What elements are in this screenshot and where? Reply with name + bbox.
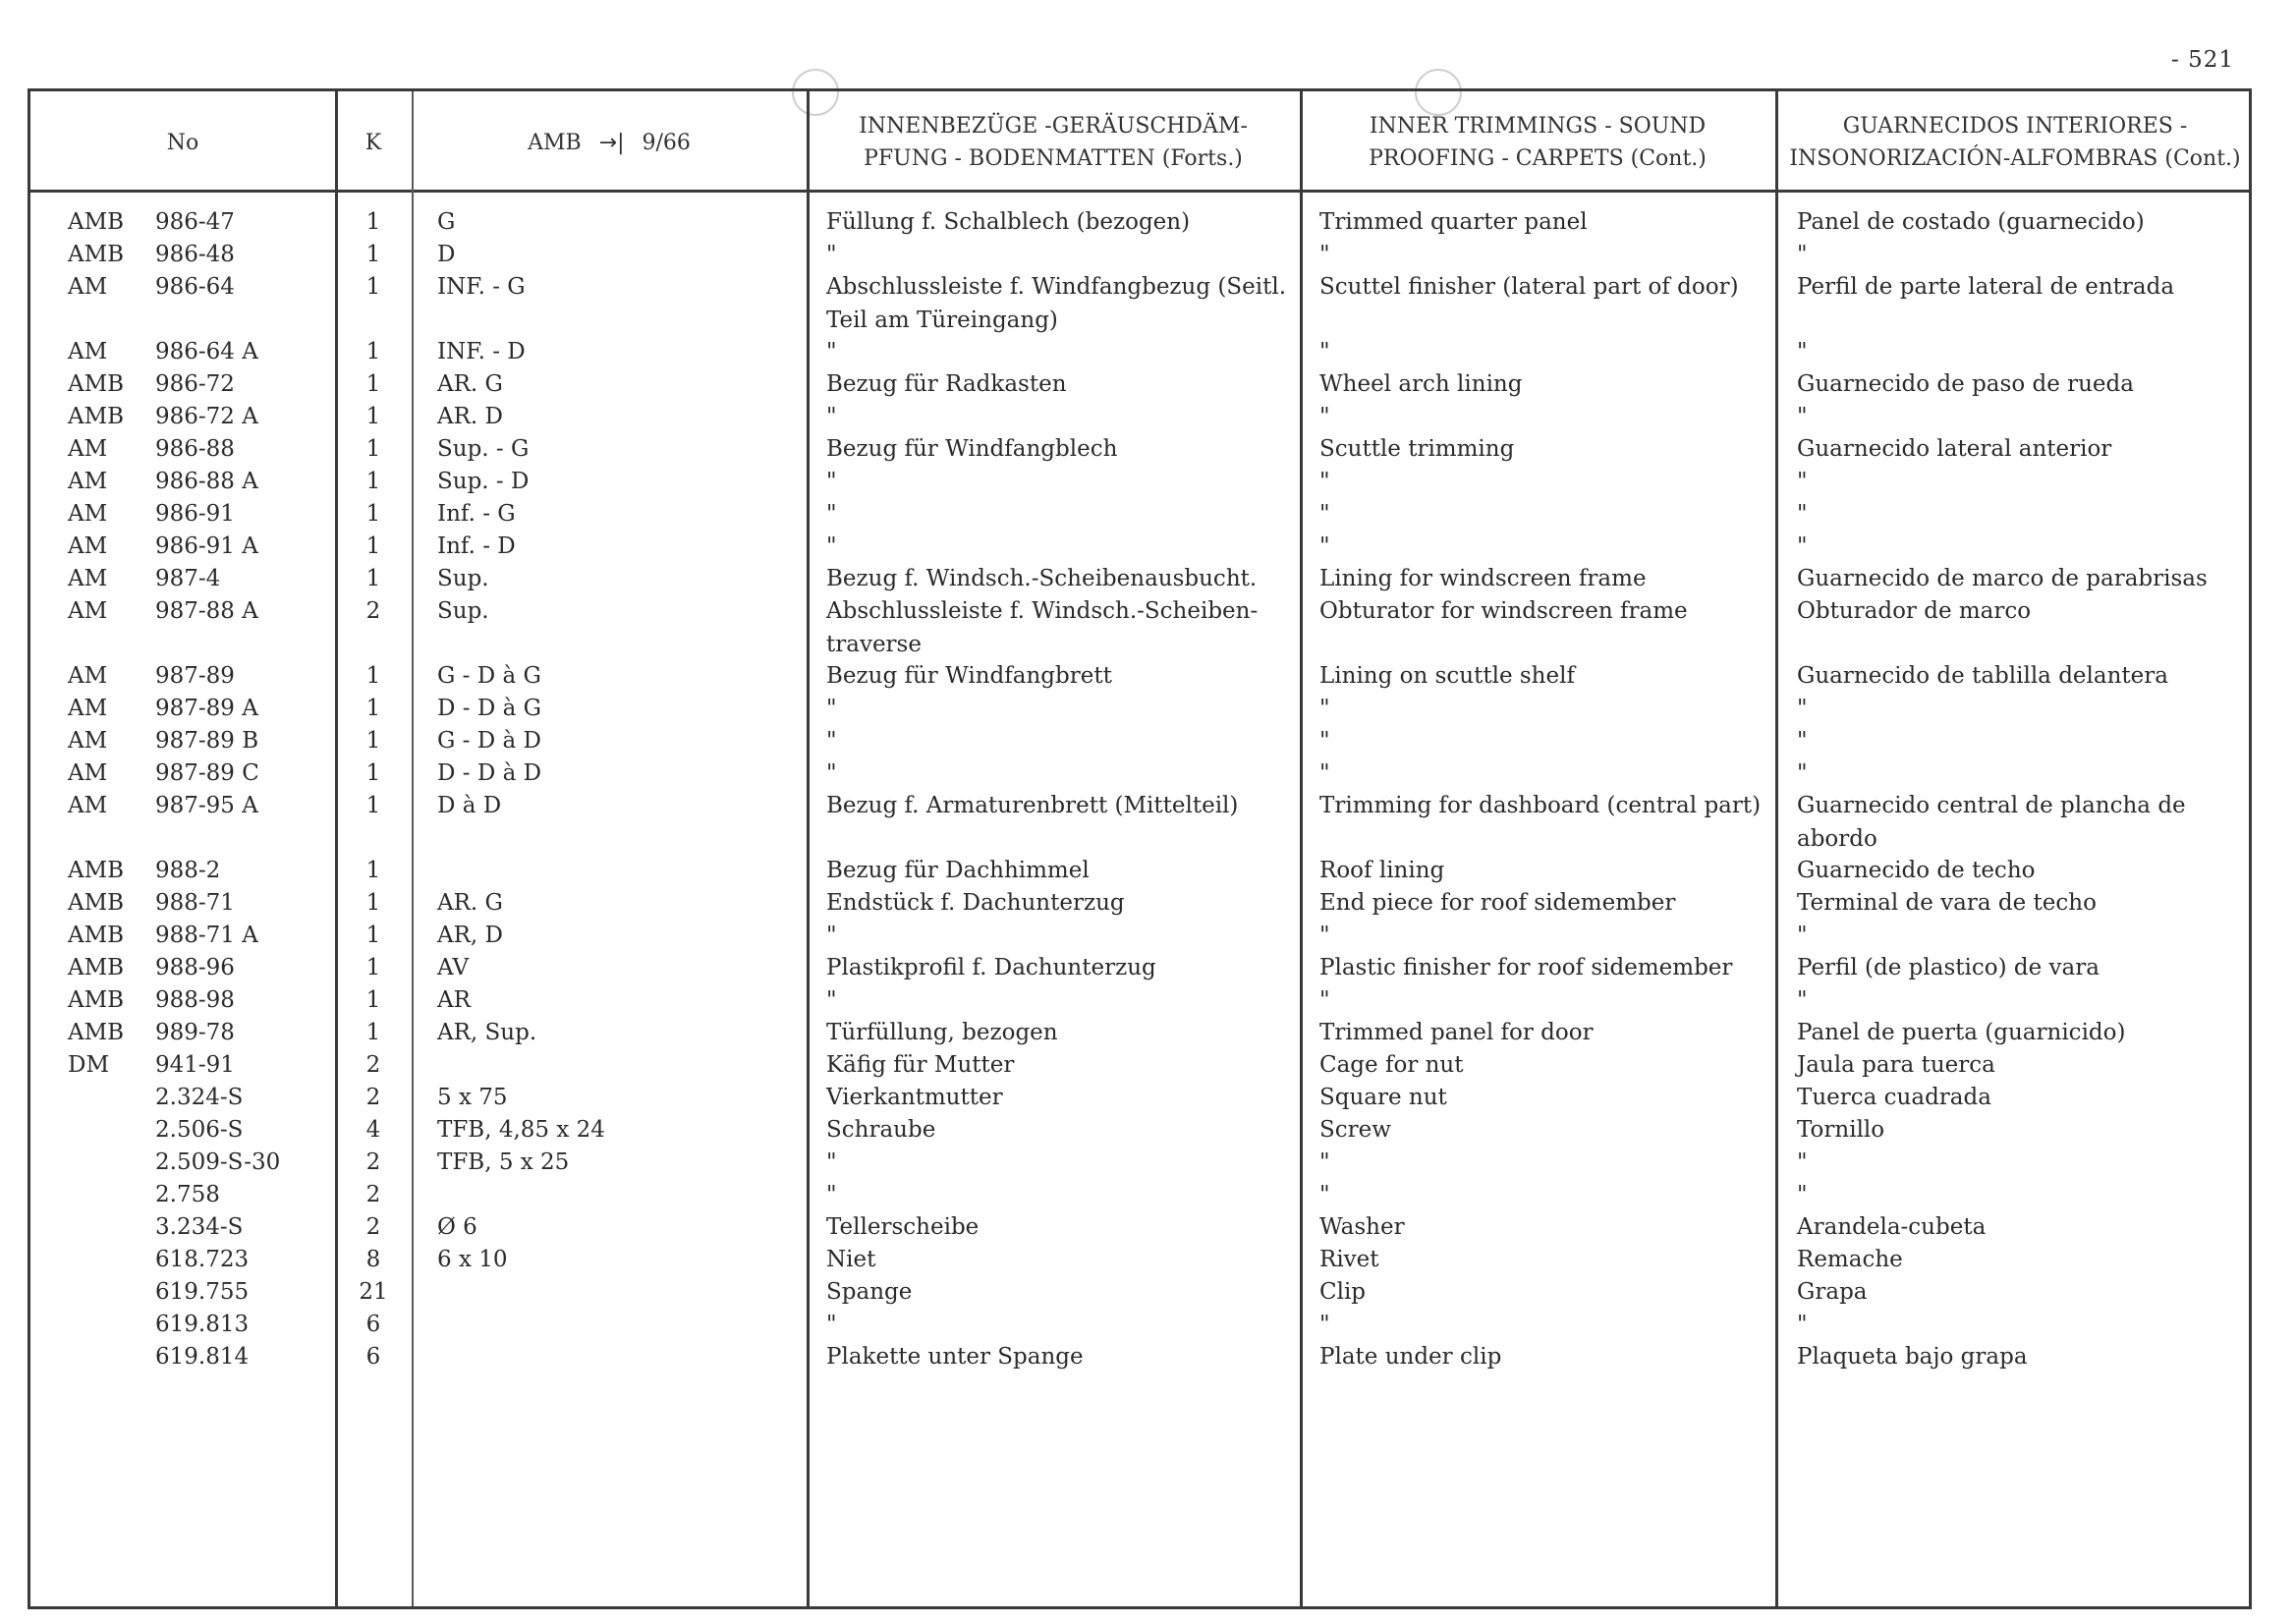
quantity: 1	[365, 566, 381, 591]
description-spanish: Remache	[1797, 1247, 1903, 1272]
table-row	[30, 335, 2249, 367]
table-row	[30, 594, 2249, 659]
quantity: 1	[365, 371, 381, 397]
part-prefix: DM	[68, 1052, 109, 1078]
parts-rows	[30, 205, 2249, 1372]
description-english: Scuttle trimming	[1319, 436, 1515, 462]
amb-spec: D	[437, 242, 456, 267]
amb-spec: TFB, 4,85 x 24	[437, 1117, 605, 1143]
part-prefix: AMB	[68, 242, 125, 267]
description-spanish: Perfil de parte lateral de entrada	[1797, 274, 2175, 300]
amb-spec: AR, D	[437, 923, 503, 948]
description-spanish: "	[1797, 242, 1808, 267]
description-spanish: "	[1797, 469, 1808, 494]
table-row	[30, 270, 2249, 335]
part-number: 987-95 A	[155, 793, 258, 818]
description-english: Rivet	[1319, 1247, 1379, 1272]
description-english: "	[1319, 728, 1330, 754]
part-number: 986-47	[155, 209, 235, 235]
description-german: "	[826, 987, 837, 1013]
description-english: "	[1319, 1182, 1330, 1207]
amb-spec: G - D à G	[437, 663, 541, 689]
description-spanish: "	[1797, 760, 1808, 786]
description-english: "	[1319, 923, 1330, 948]
description-english: "	[1319, 533, 1330, 559]
quantity: 6	[365, 1312, 381, 1337]
part-prefix: AM	[68, 274, 108, 300]
table-row	[30, 1340, 2249, 1372]
description-english: Scuttel finisher (lateral part of door)	[1319, 274, 1739, 300]
part-number: 619.814	[155, 1344, 250, 1370]
description-german: "	[826, 404, 837, 429]
part-number: 987-88 A	[155, 598, 258, 624]
part-prefix: AM	[68, 760, 108, 786]
description-spanish: Panel de costado (guarnecido)	[1797, 209, 2145, 235]
quantity: 1	[365, 1020, 381, 1045]
amb-spec: Inf. - G	[437, 501, 516, 527]
description-german: "	[826, 501, 837, 527]
description-english: "	[1319, 242, 1330, 267]
quantity: 2	[365, 1052, 381, 1078]
part-number: 986-64 A	[155, 339, 258, 364]
amb-spec: AR. G	[437, 371, 503, 397]
quantity: 8	[365, 1247, 381, 1272]
part-number: 987-89	[155, 663, 235, 689]
part-number: 2.506-S	[155, 1117, 244, 1143]
header-k: K	[364, 130, 382, 155]
part-prefix: AM	[68, 501, 108, 527]
table-row	[30, 692, 2249, 724]
table-row	[30, 919, 2249, 951]
description-spanish: Panel de puerta (guarnicido)	[1797, 1020, 2126, 1045]
table-row	[30, 1113, 2249, 1146]
part-number: 986-48	[155, 242, 235, 267]
description-english: "	[1319, 1312, 1330, 1337]
amb-spec: G - D à D	[437, 728, 541, 754]
table-row	[30, 497, 2249, 530]
part-prefix: AMB	[68, 987, 125, 1013]
part-number: 986-72 A	[155, 404, 258, 429]
parts-table	[28, 88, 2252, 1609]
description-english: "	[1319, 469, 1330, 494]
description-english: Roof lining	[1319, 858, 1445, 883]
part-number: 2.758	[155, 1182, 220, 1207]
description-spanish: "	[1797, 501, 1808, 527]
part-prefix: AMB	[68, 209, 125, 235]
quantity: 1	[365, 533, 381, 559]
description-spanish: Tornillo	[1797, 1117, 1885, 1143]
description-german: Bezug für Windfangbrett	[826, 663, 1112, 689]
quantity: 1	[365, 987, 381, 1013]
description-english: Trimming for dashboard (central part)	[1319, 793, 1762, 818]
description-spanish: Guarnecido de paso de rueda	[1797, 371, 2134, 397]
description-german: "	[826, 696, 837, 721]
table-row	[30, 1308, 2249, 1340]
table-row	[30, 1210, 2249, 1243]
part-prefix: AMB	[68, 923, 125, 948]
description-spanish: Guarnecido de techo	[1797, 858, 2036, 883]
description-english: Clip	[1319, 1279, 1367, 1305]
amb-spec: Inf. - D	[437, 533, 516, 559]
part-number: 3.234-S	[155, 1214, 244, 1240]
part-prefix: AM	[68, 696, 108, 721]
amb-spec: AR, Sup.	[437, 1020, 537, 1045]
description-german: Käfig für Mutter	[826, 1052, 1015, 1078]
description-spanish: Tuerca cuadrada	[1797, 1085, 1991, 1110]
description-german: Abschlussleiste f. Windfangbezug (Seitl. Teil am Türeingang)	[826, 274, 1287, 333]
table-row	[30, 756, 2249, 789]
table-row	[30, 1081, 2249, 1113]
quantity: 2	[365, 1214, 381, 1240]
description-german: "	[826, 1149, 837, 1175]
description-spanish: "	[1797, 1149, 1808, 1175]
description-spanish: Guarnecido de marco de parabrisas	[1797, 566, 2208, 591]
part-prefix: AM	[68, 598, 108, 624]
quantity: 1	[365, 469, 381, 494]
table-row	[30, 724, 2249, 756]
part-number: 987-4	[155, 566, 221, 591]
part-number: 986-91	[155, 501, 235, 527]
description-german: Vierkantmutter	[826, 1085, 1003, 1110]
description-german: Niet	[826, 1247, 876, 1272]
description-german: Bezug für Windfangblech	[826, 436, 1118, 462]
part-number: 986-88 A	[155, 469, 258, 494]
description-spanish: Terminal de vara de techo	[1797, 890, 2097, 916]
quantity: 1	[365, 955, 381, 980]
description-spanish: Perfil (de plastico) de vara	[1797, 955, 2100, 980]
description-english: Obturator for windscreen frame	[1319, 598, 1688, 624]
description-german: Bezug f. Windsch.-Scheibenausbucht.	[826, 566, 1258, 591]
description-spanish: "	[1797, 987, 1808, 1013]
quantity: 21	[359, 1279, 388, 1305]
description-spanish: Jaula para tuerca	[1797, 1052, 1995, 1078]
description-german: Plakette unter Spange	[826, 1344, 1084, 1370]
description-spanish: "	[1797, 339, 1808, 364]
header-amb: AMB →| 9/66	[412, 99, 807, 186]
quantity: 2	[365, 1085, 381, 1110]
description-german: Füllung f. Schalblech (bezogen)	[826, 209, 1191, 235]
amb-spec: TFB, 5 x 25	[437, 1149, 570, 1175]
quantity: 1	[365, 858, 381, 883]
part-prefix: AM	[68, 533, 108, 559]
part-number: 619.755	[155, 1279, 250, 1305]
header-divider	[30, 190, 2249, 193]
description-german: Bezug für Dachhimmel	[826, 858, 1090, 883]
description-spanish: "	[1797, 404, 1808, 429]
description-english: Plate under clip	[1319, 1344, 1502, 1370]
description-spanish: Guarnecido central de plancha de abordo	[1797, 793, 2186, 852]
part-prefix: AM	[68, 339, 108, 364]
quantity: 1	[365, 242, 381, 267]
quantity: 1	[365, 728, 381, 754]
description-german: Bezug für Radkasten	[826, 371, 1067, 397]
description-english: "	[1319, 696, 1330, 721]
table-row	[30, 1048, 2249, 1081]
amb-spec: Sup. - D	[437, 469, 530, 494]
part-number: 988-71 A	[155, 923, 258, 948]
description-german: Schraube	[826, 1117, 936, 1143]
amb-spec: INF. - G	[437, 274, 526, 300]
amb-spec: AR. D	[437, 404, 503, 429]
description-spanish: "	[1797, 923, 1808, 948]
quantity: 1	[365, 890, 381, 916]
description-german: "	[826, 923, 837, 948]
description-english: Trimmed quarter panel	[1319, 209, 1588, 235]
description-english: "	[1319, 760, 1330, 786]
amb-spec: INF. - D	[437, 339, 526, 364]
table-row	[30, 854, 2249, 886]
part-number: 986-72	[155, 371, 235, 397]
header-no: No	[166, 130, 199, 155]
part-number: 618.723	[155, 1247, 250, 1272]
description-german: Bezug f. Armaturenbrett (Mittelteil)	[826, 793, 1239, 818]
table-row	[30, 1016, 2249, 1048]
description-spanish: Guarnecido de tablilla delantera	[1797, 663, 2168, 689]
description-spanish: Guarnecido lateral anterior	[1797, 436, 2112, 462]
part-number: 986-88	[155, 436, 235, 462]
header-spanish: GUARNECIDOS INTERIORES - INSONORIZACIÓN-ALFOMBRAS (Cont.)	[1789, 114, 2241, 171]
amb-spec: 5 x 75	[437, 1085, 508, 1110]
description-german: "	[826, 760, 837, 786]
description-spanish: "	[1797, 1312, 1808, 1337]
quantity: 4	[365, 1117, 381, 1143]
table-row	[30, 983, 2249, 1016]
amb-spec: D - D à G	[437, 696, 541, 721]
quantity: 1	[365, 436, 381, 462]
part-prefix: AMB	[68, 890, 125, 916]
description-spanish: "	[1797, 533, 1808, 559]
table-row	[30, 562, 2249, 594]
quantity: 1	[365, 501, 381, 527]
description-english: End piece for roof sidemember	[1319, 890, 1676, 916]
amb-spec: AR	[437, 987, 471, 1013]
description-english: Lining on scuttle shelf	[1319, 663, 1575, 689]
amb-spec: Sup. - G	[437, 436, 530, 462]
part-number: 986-64	[155, 274, 235, 300]
table-row	[30, 205, 2249, 238]
description-german: Plastikprofil f. Dachunterzug	[826, 955, 1156, 980]
description-spanish: "	[1797, 1182, 1808, 1207]
description-english: Square nut	[1319, 1085, 1447, 1110]
part-number: 988-2	[155, 858, 221, 883]
description-german: "	[826, 728, 837, 754]
part-prefix: AMB	[68, 404, 125, 429]
table-row	[30, 789, 2249, 854]
description-spanish: "	[1797, 728, 1808, 754]
table-row	[30, 1275, 2249, 1308]
part-number: 619.813	[155, 1312, 250, 1337]
part-prefix: AMB	[68, 371, 125, 397]
description-german: Türfüllung, bezogen	[826, 1020, 1058, 1045]
amb-spec: AV	[437, 955, 470, 980]
description-german: "	[826, 1182, 837, 1207]
part-prefix: AM	[68, 793, 108, 818]
description-spanish: Arandela-cubeta	[1797, 1214, 1987, 1240]
description-spanish: "	[1797, 696, 1808, 721]
quantity: 1	[365, 339, 381, 364]
amb-spec: D à D	[437, 793, 502, 818]
amb-spec: 6 x 10	[437, 1247, 508, 1272]
page-number: - 521	[2171, 47, 2234, 73]
table-row	[30, 1146, 2249, 1178]
description-spanish: Obturador de marco	[1797, 598, 2032, 624]
part-prefix: AMB	[68, 858, 125, 883]
part-number: 2.509-S-30	[155, 1149, 281, 1175]
amb-spec: Sup.	[437, 566, 489, 591]
part-number: 987-89 B	[155, 728, 259, 754]
description-german: "	[826, 469, 837, 494]
part-number: 986-91 A	[155, 533, 258, 559]
quantity: 1	[365, 760, 381, 786]
quantity: 1	[365, 923, 381, 948]
table-row	[30, 367, 2249, 400]
table-row	[30, 951, 2249, 983]
table-row	[30, 465, 2249, 497]
description-german: "	[826, 242, 837, 267]
part-number: 988-96	[155, 955, 235, 980]
amb-spec: Ø 6	[437, 1214, 477, 1240]
quantity: 1	[365, 209, 381, 235]
part-number: 987-89 A	[155, 696, 258, 721]
quantity: 1	[365, 696, 381, 721]
part-prefix: AM	[68, 566, 108, 591]
description-german: "	[826, 339, 837, 364]
description-german: "	[826, 533, 837, 559]
table-row	[30, 1243, 2249, 1275]
quantity: 1	[365, 404, 381, 429]
table-row	[30, 238, 2249, 270]
header-german: INNENBEZÜGE -GERÄUSCHDÄM- PFUNG - BODENMATTEN (Forts.)	[859, 114, 1248, 171]
description-english: Cage for nut	[1319, 1052, 1464, 1078]
description-german: "	[826, 1312, 837, 1337]
part-prefix: AM	[68, 663, 108, 689]
quantity: 6	[365, 1344, 381, 1370]
table-row	[30, 886, 2249, 919]
header-english: INNER TRIMMINGS - SOUND PROOFING - CARPETS (Cont.)	[1369, 114, 1707, 171]
description-spanish: Plaqueta bajo grapa	[1797, 1344, 2028, 1370]
part-prefix: AM	[68, 728, 108, 754]
description-spanish: Grapa	[1797, 1279, 1868, 1305]
part-prefix: AMB	[68, 955, 125, 980]
description-english: "	[1319, 404, 1330, 429]
description-english: Lining for windscreen frame	[1319, 566, 1647, 591]
quantity: 2	[365, 598, 381, 624]
part-number: 989-78	[155, 1020, 235, 1045]
part-number: 988-98	[155, 987, 235, 1013]
table-row	[30, 400, 2249, 432]
quantity: 2	[365, 1182, 381, 1207]
description-english: "	[1319, 987, 1330, 1013]
part-number: 988-71	[155, 890, 235, 916]
part-prefix: AMB	[68, 1020, 125, 1045]
description-german: Tellerscheibe	[826, 1214, 980, 1240]
quantity: 1	[365, 793, 381, 818]
description-english: Washer	[1319, 1214, 1405, 1240]
part-number: 987-89 C	[155, 760, 259, 786]
description-english: "	[1319, 339, 1330, 364]
quantity: 2	[365, 1149, 381, 1175]
description-english: "	[1319, 501, 1330, 527]
description-english: Plastic finisher for roof sidemember	[1319, 955, 1733, 980]
arrow-to-bar-icon: →|	[598, 130, 625, 155]
table-row	[30, 659, 2249, 692]
description-english: Wheel arch lining	[1319, 371, 1523, 397]
description-german: Abschlussleiste f. Windsch.-Scheiben-traverse	[826, 598, 1259, 657]
amb-spec: AR. G	[437, 890, 503, 916]
description-english: Trimmed panel for door	[1319, 1020, 1594, 1045]
quantity: 1	[365, 274, 381, 300]
table-row	[30, 530, 2249, 562]
description-english: "	[1319, 1149, 1330, 1175]
table-row	[30, 1178, 2249, 1210]
description-german: Endstück f. Dachunterzug	[826, 890, 1125, 916]
part-number: 2.324-S	[155, 1085, 244, 1110]
amb-spec: Sup.	[437, 598, 489, 624]
part-prefix: AM	[68, 469, 108, 494]
description-english: Screw	[1319, 1117, 1391, 1143]
part-number: 941-91	[155, 1052, 235, 1078]
table-row	[30, 432, 2249, 465]
amb-spec: D - D à D	[437, 760, 542, 786]
quantity: 1	[365, 663, 381, 689]
amb-spec: G	[437, 209, 456, 235]
description-german: Spange	[826, 1279, 913, 1305]
part-prefix: AM	[68, 436, 108, 462]
